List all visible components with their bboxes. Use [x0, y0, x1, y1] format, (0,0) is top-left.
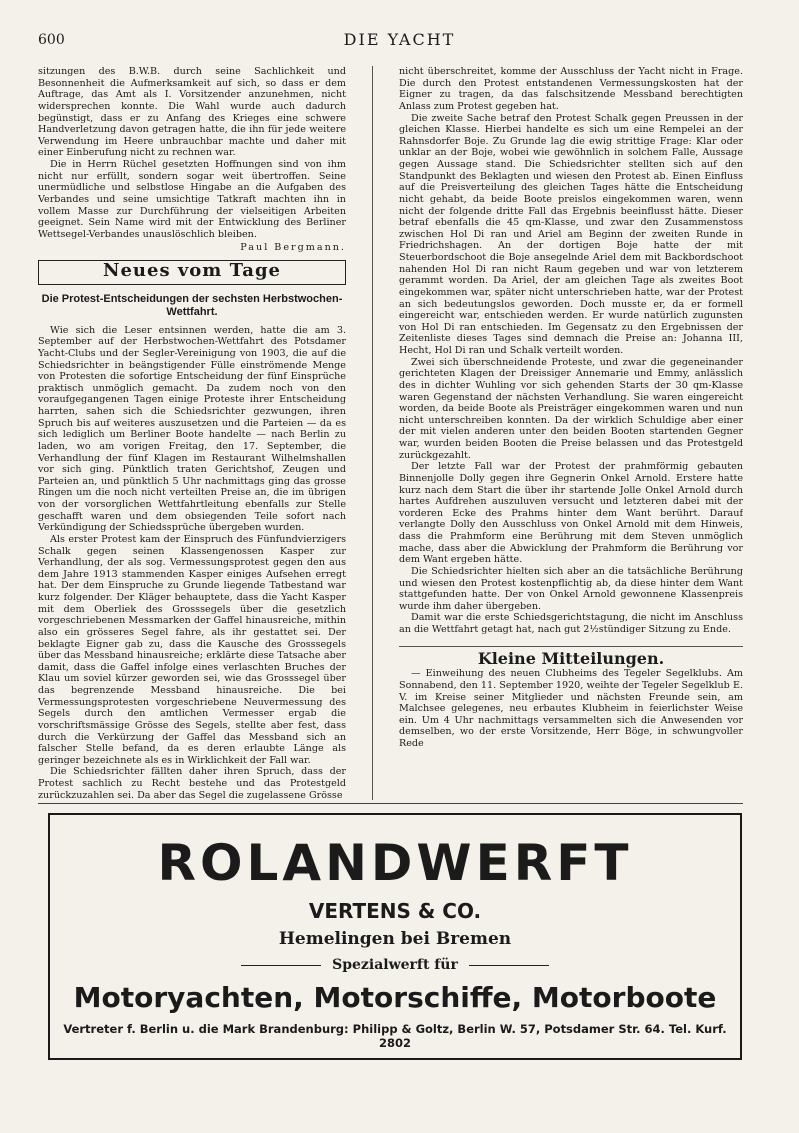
- paragraph: Die in Herrn Rüchel gesetzten Hoffnungen sind von ihm nicht nur erfüllt, sondern sogar weit übertroffen. Seine unermüdliche und selbstlose Hingabe an die Aufgaben des Verbandes und seine umsichtige Tatkraft machten ihn in vollem Masse zur Durchführung der vielseitigen Arbeiten geeignet. Sein Name wird mit der Entwicklung des Berliner Wettsegel-Verbandes unauslöschlich bleiben.: [38, 159, 346, 240]
- section-heading: Kleine Mitteilungen.: [399, 646, 743, 665]
- paragraph: nicht überschreitet, komme der Ausschluss der Yacht nicht in Frage. Die durch den Protest entstandenen Vermessungskosten hat der Eigner zu tragen, da das falschsitzende Messband berechtigten Anlass zum Protest gegeben hat.: [399, 66, 743, 112]
- ad-representative: Vertreter f. Berlin u. die Mark Brandenburg: Philipp & Goltz, Berlin W. 57, Potsdamer Str. 64. Tel. Kurf. 2802: [63, 1022, 727, 1050]
- left-column: [38, 66, 346, 800]
- ad-rule-right: [469, 965, 549, 966]
- running-title: DIE YACHT: [343, 30, 456, 49]
- paragraph: Damit war die erste Schiedsgerichtstagung, die nicht im Anschluss an die Wettfahrt getagt hat, nach gut 2½stündiger Sitzung zu Ende.: [399, 612, 743, 635]
- column-divider: [372, 66, 373, 800]
- paragraph: Zwei sich überschneidende Proteste, und zwar die gegeneinander gerichteten Klagen der Dreissiger Annemarie und Emmy, anlässlich des in dichter Wuhling vor sich gehenden Starts der 30 qm-Klasse waren Gegenstand der nächsten Verhandlung. Sie waren eingereicht worden, da beide Boote als Preisträger eingekommen waren und nun nicht unterschreiben konnten. Da der wirklich Schuldige aber einer der mit vielen anderen unter den beiden Booten startenden Gegner war, wurden beiden Booten die Preise belassen und das Protestgeld zurückgezahlt.: [399, 356, 743, 461]
- paragraph: sitzungen des B.W.B. durch seine Sachlichkeit und Besonnenheit die Aufmerksamkeit auf sich, so dass er dem Auftrage, das Amt als I. Vorsitzender anzunehmen, nicht widersprechen konnte. Die Wahl wurde auch dadurch begünstigt, dass er zu Anfang des Krieges eine schwere Handverletzung davon getragen hatte, die ihn für jede weitere Verwendung im Heere unbrauchbar machte und daher mit einer Einberufung nicht zu rechnen war.: [38, 66, 346, 159]
- ad-products: Motoryachten, Motorschiffe, Motorboote: [73, 981, 717, 1014]
- section-heading-box: [38, 260, 346, 285]
- ad-owner: VERTENS & CO.: [308, 899, 482, 923]
- paragraph: Die Schiedsrichter fällten daher ihren Spruch, dass der Protest sachlich zu Recht bestehe und das Protestgeld zurückzuzahlen sei. Da aber das Segel die zugelassene Grösse: [38, 766, 346, 800]
- paragraph: Als erster Protest kam der Einspruch des Fünfundvierzigers Schalk gegen seinen Klassengenossen Kasper zur Verhandlung, der als sog. Vermessungsprotest gegen den aus dem Jahre 1913 stammenden Kasper einiges Aufsehen erregt hat. Der dem Einspruche zu Grunde liegende Tatbestand war kurz folgender. Der Kläger behauptete, dass die Yacht Kasper mit dem Oberliek des Grosssegels über die gesetzlich vorgeschriebenen Messmarken der Gaffel hinausreiche, mithin also ein grösseres Segel fahre, als ihr gestattet sei. Der beklagte Eigner gab zu, dass die Kausche des Grosssegels über das Messband hinausreiche; erklärte diese Tatsache aber damit, dass die Gaffel infolge eines verlaschten Bruches der Klau um soviel kürzer geworden sei, wie das Grosssegel über das begrenzende Messband hinausreiche. Die bei Vermessungsprotesten vorgeschriebene Neuvermessung des Segels durch den amtlichen Vermesser ergab die vorschriftsmässige Grösse des Segels, stellte aber fest, dass durch die Verkürzung der Gaffel das Messband sich an falscher Stelle befand, da es deren erlaubte Länge als geringer bezeichnete als es in Wirklichkeit der Fall war.: [38, 533, 346, 766]
- ad-company-name: ROLANDWERFT: [157, 834, 633, 892]
- ad-specialty-row: [50, 957, 740, 973]
- right-column: [399, 66, 743, 800]
- notice-paragraph: — Einweihung des neuen Clubheims des Tegeler Segelklubs. Am Sonnabend, den 11. September 1920, weihte der Tegeler Segelklub E. V. im Kreise seiner Mitglieder und nächsten Freunde sein, am Malchsee gelegenes, neu erbautes Klubheim in feierlichster Weise ein. Um 4 Uhr nachmittags versammelten sich die Anwesenden vor demselben, wo der erste Vorsitzende, Herr Böge, in schwungvoller Rede: [399, 668, 743, 749]
- page-number: 600: [38, 32, 65, 48]
- ad-location: Hemelingen bei Bremen: [278, 929, 512, 949]
- author-signature: Paul Bergmann.: [240, 242, 346, 254]
- paragraph: Die Schiedsrichter hielten sich aber an die tatsächliche Berührung und wiesen den Protest kostenpflichtig ab, da diese hinter dem Want stattgefunden hatte. Der von Onkel Arnold gewonnene Klassenpreis wurde ihm daher übergeben.: [399, 565, 743, 612]
- divider: [38, 803, 743, 804]
- ad-specialty: Spezialwerft für: [332, 957, 458, 973]
- paragraph: Die zweite Sache betraf den Protest Schalk gegen Preussen in der gleichen Klasse. Hierbei handelte es sich um eine Rempelei an der Rahnsdorfer Boje. Zu Grunde lag die ewig strittige Frage: Klar oder unklar an der Boje, wobei wie gewöhnlich in solchem Falle, Aussage gegen Aussage stand. Die Schiedsrichter stellten sich auf den Standpunkt des Beklagten und wiesen den Protest ab. Einen Einfluss auf die Preisverteilung des gleichen Tages hätte die Entscheidung nicht gehabt, da beide Boote preislos eingekommen waren, wenn nicht der folgende dritte Fall das Ergebnis beeinflusst hätte. Dieser betraf ebenfalls die 45 qm-Klasse, und zwar den Zusammenstoss zwischen Hol Di ran und Ariel am Beginn der zweiten Runde in Friedrichshagen. An der dortigen Boje hatte der mit Steuerbordschoot die Boje ansegelnde Ariel dem mit Backbordschoot nahenden Hol Di ran nicht Raum gegeben und war von letzterem gerammt worden. Da Ariel, der am gleichen Tage als zweites Boot eingekommen war, später nicht unterschrieben hatte, war der Protest an sich bedeutungslos geworden. Doch musste er, da er formell eingereicht war, entschieden werden. Er wurde natürlich zugunsten von Hol Di ran entschieden. Im Gegensatz zu den Ergebnissen der Zeitenliste dieses Tages sind demnach die Preise an: Johanna III, Hecht, Hol Di ran und Schalk verteilt worden.: [399, 112, 743, 356]
- ad-rule-left: [241, 965, 321, 966]
- advertisement: [48, 813, 742, 1060]
- section-heading: Neues vom Tage: [103, 260, 281, 281]
- paragraph: Der letzte Fall war der Protest der prahmförmig gebauten Binnenjolle Dolly gegen ihre Gegnerin Onkel Arnold. Erstere hatte kurz nach dem Start die über ihr startende Jolle Onkel Arnold durch hartes Aufdrehen auszuluven versucht und letzteren dabei mit der vorderen Ecke des Prahms hinter dem Want berührt. Darauf verlangte Dolly den Ausschluss von Onkel Arnold mit dem Hinweis, dass die Prahmform eine Berührung mit dem Steven unmöglich mache, dass aber die Abwicklung der Prahmform die Berührung vor dem Want ergeben hätte.: [399, 461, 743, 566]
- paragraph: Wie sich die Leser entsinnen werden, hatte die am 3. September auf der Herbstwochen-Wettfahrt des Potsdamer Yacht-Clubs und der Segler-Vereinigung von 1903, die auf die Schiedsrichter in beängstigender Fülle einströmende Menge von Protesten die sofortige Entscheidung der fünf Einsprüche praktisch unmöglich gemacht. Da zudem noch von den voraufgegangenen Tagen einige Proteste ihrer Entscheidung harrten, sahen sich die Schiedsrichter gezwungen, ihren Spruch bis auf weiteres auszusetzen und die Parteien — da es sich lediglich um Berliner Boote handelte — nach Berlin zu laden, wo am vorigen Freitag, den 17. September, die Verhandlung der fünf Klagen im Restaurant Wilhelmshallen vor sich ging. Pünktlich traten Gerichtshof, Zeugen und Parteien an, und pünktlich 5 Uhr nachmittags ging das grosse Ringen um die noch nicht verteilten Preise an, die im übrigen von der vorsorglichen Wettfahrtleitung ebenfalls zur Stelle geschafft waren und dem obsiegenden Teile sofort nach Verkündigung der Schiedssprüche übergeben wurden.: [38, 324, 346, 534]
- article-title: Die Protest-Entscheidungen der sechsten Herbstwochen-Wettfahrt.: [41, 292, 343, 318]
